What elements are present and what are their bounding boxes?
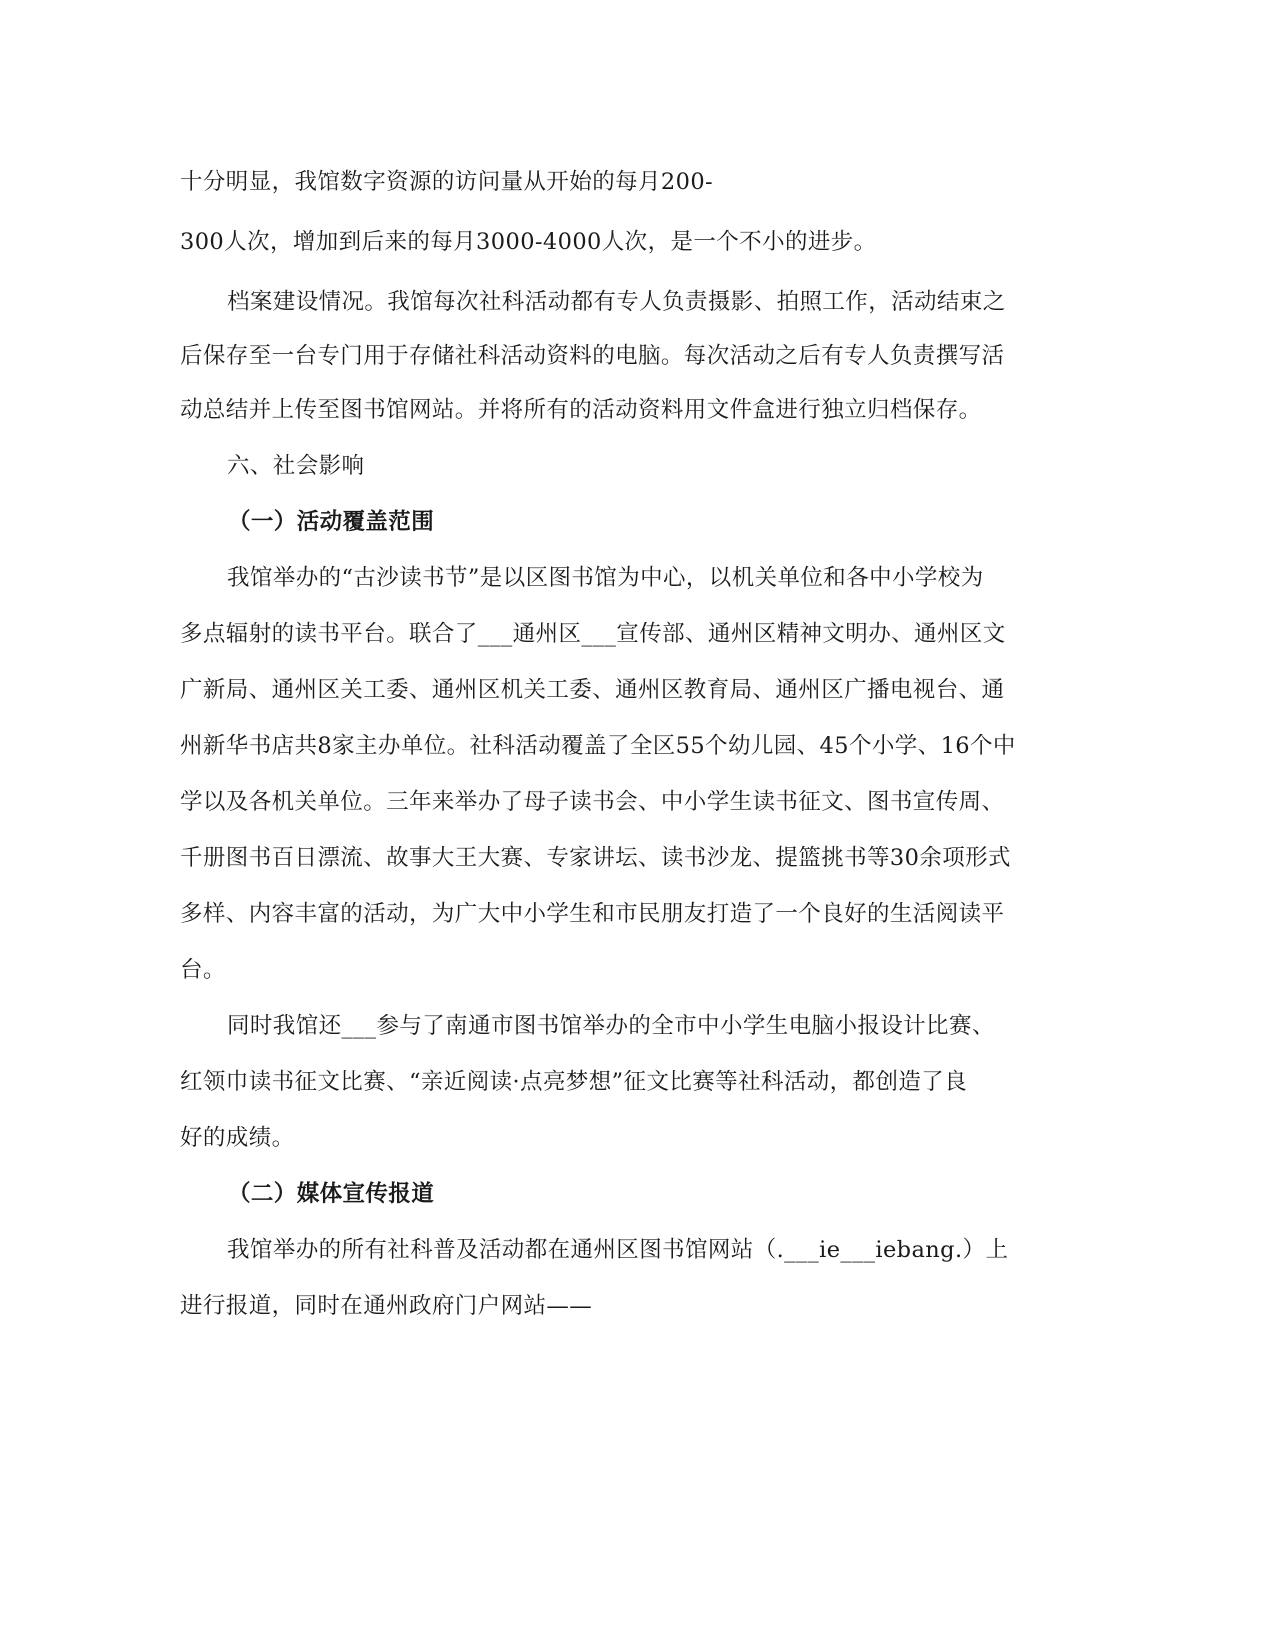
paragraph-line: 州新华书店共8家主办单位。社科活动覆盖了全区55个幼儿园、45个小学、16个中 [180,733,1016,759]
paragraph-line: 台。 [180,957,226,983]
paragraph-line: 后保存至一台专门用于存储社科活动资料的电脑。每次活动之后有专人负责撰写活 [180,343,1005,369]
paragraph-line: 我馆举办的所有社科普及活动都在通州区图书馆网站（.___ie___iebang.）上 [227,1237,1009,1263]
paragraph-line: 十分明显，我馆数字资源的访问量从开始的每月200- [180,169,714,195]
paragraph-line: 档案建设情况。我馆每次社科活动都有专人负责摄影、拍照工作，活动结束之 [227,289,1006,315]
subsection-heading: （一）活动覆盖范围 [228,509,435,535]
paragraph-line: 进行报道，同时在通州政府门户网站—— [180,1293,593,1319]
paragraph-line: 动总结并上传至图书馆网站。并将所有的活动资料用文件盒进行独立归档保存。 [180,397,982,423]
paragraph-line: 300人次，增加到后来的每月3000-4000人次，是一个不小的进步。 [180,229,877,255]
paragraph-line: 学以及各机关单位。三年来举办了母子读书会、中小学生读书征文、图书宣传周、 [180,789,1005,815]
paragraph-line: 同时我馆还___参与了南通市图书馆举办的全市中小学生电脑小报设计比赛、 [227,1013,995,1039]
paragraph-line: 我馆举办的“古沙读书节”是以区图书馆为中心，以机关单位和各中小学校为 [227,565,984,591]
paragraph-line: 多样、内容丰富的活动，为广大中小学生和市民朋友打造了一个良好的生活阅读平 [180,901,1005,927]
paragraph-line: 广新局、通州区关工委、通州区机关工委、通州区教育局、通州区广播电视台、通 [180,677,1005,703]
paragraph-line: 多点辐射的读书平台。联合了___通州区___宣传部、通州区精神文明办、通州区文 [180,621,1006,647]
paragraph-line: 红领巾读书征文比赛、“亲近阅读·点亮梦想”征文比赛等社科活动，都创造了良 [180,1069,968,1095]
paragraph-line: 千册图书百日漂流、故事大王大赛、专家讲坛、读书沙龙、提篮挑书等30余项形式 [180,845,1011,871]
paragraph-line: 好的成绩。 [180,1125,295,1151]
section-title: 六、社会影响 [227,453,365,479]
subsection-heading: （二）媒体宣传报道 [228,1181,435,1207]
